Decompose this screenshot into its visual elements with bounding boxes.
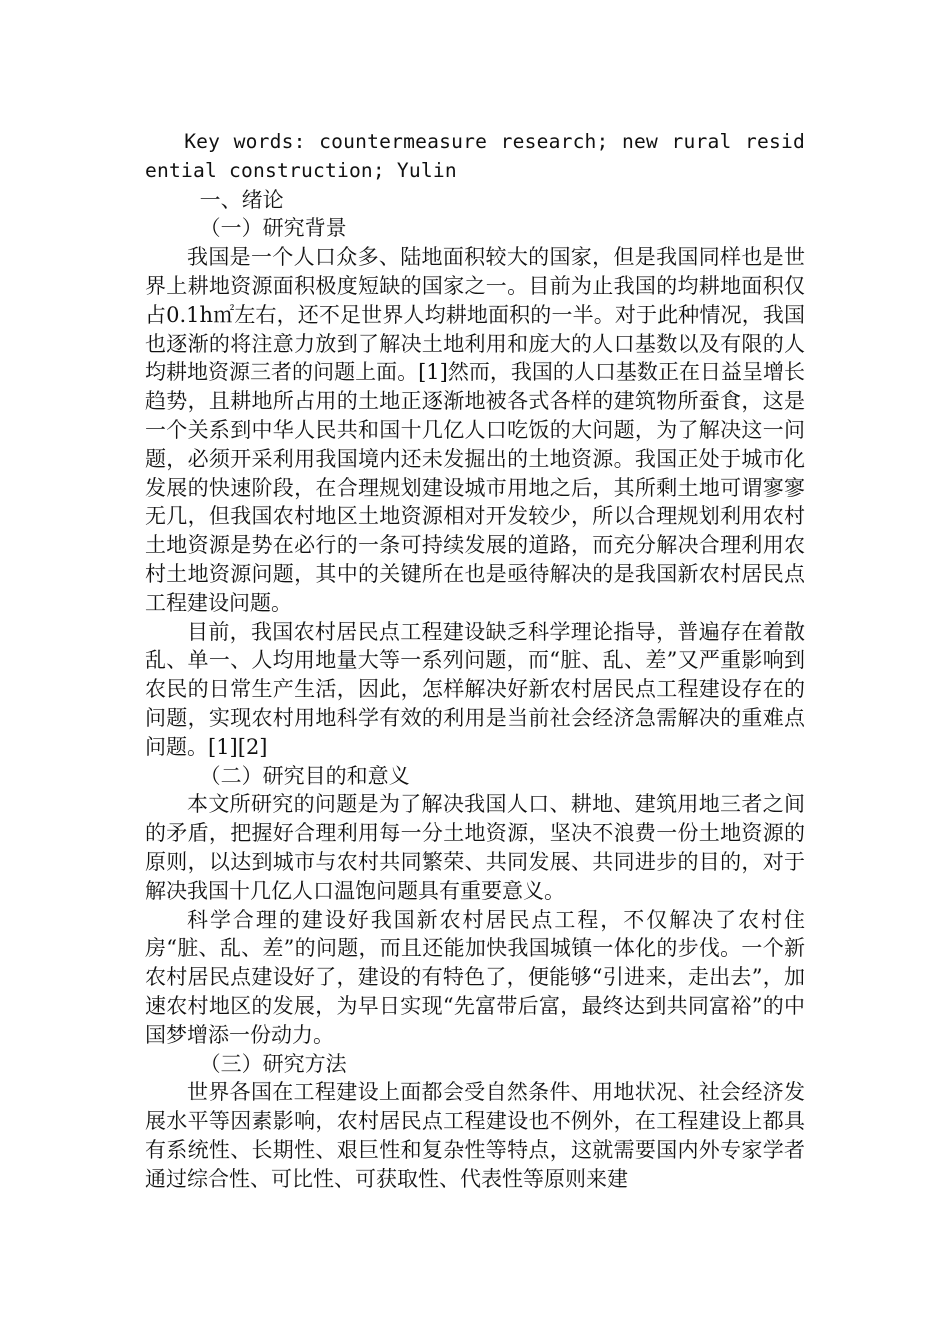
- keywords-line: Key words: countermeasure research; new rural residential construction; Yulin: [145, 130, 805, 182]
- document-page: [145, 128, 805, 1193]
- paragraph-methods-1: 世界各国在工程建设上面都会受自然条件、用地状况、社会经济发展水平等因素影响，农村居民点工程建设也不例外，在工程建设上都具有系统性、长期性、艰巨性和复杂性等特点，这就需要国内外专家学者通过综合性、可比性、可获取性、代表性等原则来建: [145, 1080, 805, 1191]
- subsection-title-purpose: （二）研究目的和意义: [199, 763, 410, 788]
- section-title-introduction: 一、绪论: [199, 187, 284, 212]
- paragraph-purpose-1: 本文所研究的问题是为了解决我国人口、耕地、建筑用地三者之间的矛盾，把握好合理利用每一分土地资源，坚决不浪费一份土地资源的原则，以达到城市与农村共同繁荣、共同发展、共同进步的目的，对于解决我国十几亿人口温饱问题具有重要意义。: [145, 792, 805, 903]
- paragraph-background-1: 我国是一个人口众多、陆地面积较大的国家，但是我国同样也是世界上耕地资源面积极度短缺的国家之一。目前为止我国的均耕地面积仅占0.1h㎡左右，还不足世界人均耕地面积的一半。对于此种情况，我国也逐渐的将注意力放到了解决土地利用和庞大的人口基数以及有限的人均耕地资源三者的问题上面。[1]然而，我国的人口基数正在日益呈增长趋势，且耕地所占用的土地正逐渐地被各式各样的建筑物所蚕食，这是一个关系到中华人民共和国十几亿人口吃饭的大问题，为了解决这一问题，必须开采利用我国境内还未发掘出的土地资源。我国正处于城市化发展的快速阶段，在合理规划建设城市用地之后，其所剩土地可谓寥寥无几，但我国农村地区土地资源相对开发较少，所以合理规划利用农村土地资源是势在必行的一条可持续发展的道路，而充分解决合理利用农村土地资源问题，其中的关键所在也是亟待解决的是我国新农村居民点工程建设问题。: [145, 245, 805, 615]
- subsection-title-background: （一）研究背景: [199, 216, 347, 241]
- subsection-title-methods: （三）研究方法: [199, 1051, 347, 1076]
- paragraph-background-2: 目前，我国农村居民点工程建设缺乏科学理论指导，普遍存在着散乱、单一、人均用地量大等一系列问题，而“脏、乱、差”又严重影响到农民的日常生产生活，因此，怎样解决好新农村居民点工程建设存在的问题，实现农村用地科学有效的利用是当前社会经济急需解决的重难点问题。[1][2]: [145, 619, 805, 759]
- paragraph-purpose-2: 科学合理的建设好我国新农村居民点工程，不仅解决了农村住房“脏、乱、差”的问题，而且还能加快我国城镇一体化的步伐。一个新农村居民点建设好了，建设的有特色了，便能够“引进来，走出去”，加速农村地区的发展，为早日实现“先富带后富，最终达到共同富裕”的中国梦增添一份动力。: [145, 907, 805, 1047]
